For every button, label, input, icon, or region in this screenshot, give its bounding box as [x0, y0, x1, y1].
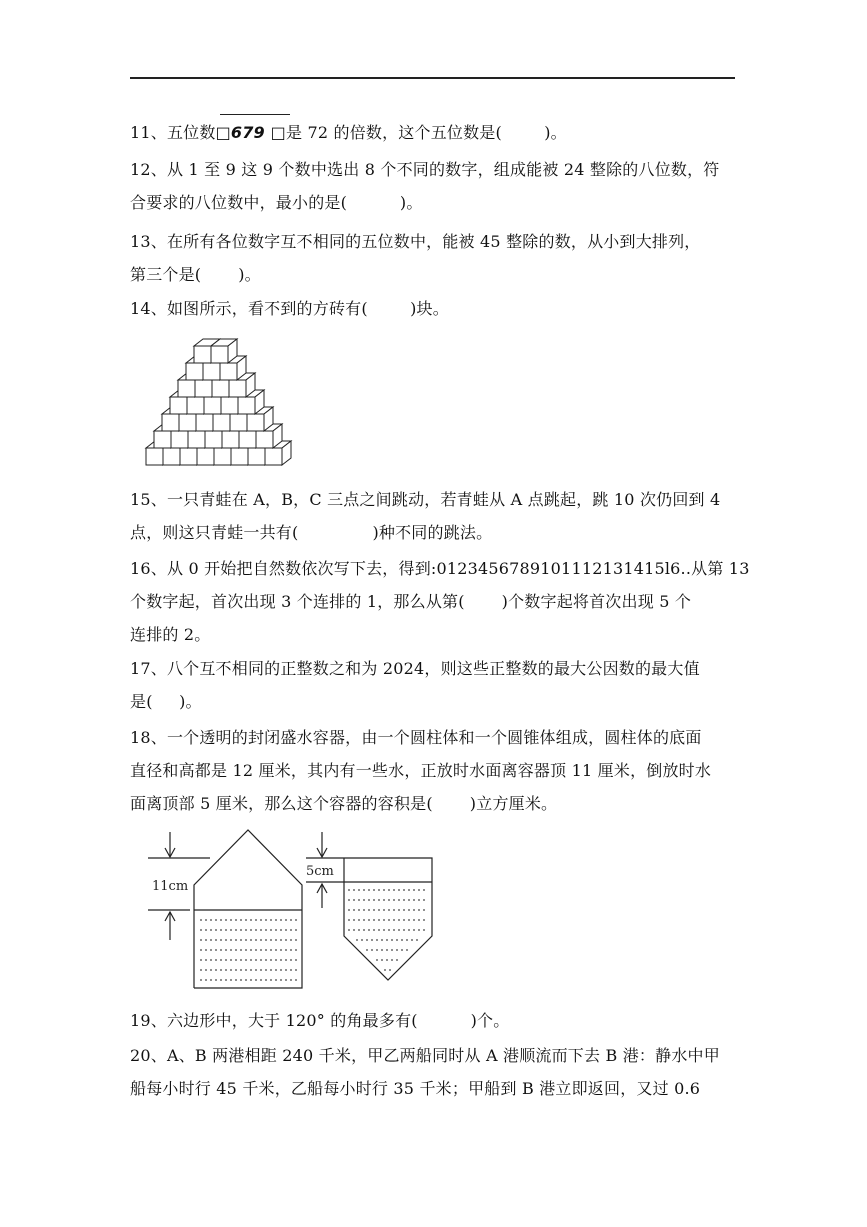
question-17-line-2: 是( )。: [130, 692, 202, 711]
question-15-line-2: 点，则这只青蛙一共有( )种不同的跳法。: [130, 523, 493, 542]
overline-mark: [220, 114, 290, 115]
question-20-line-2: 船每小时行 45 千米，乙船每小时行 35 千米；甲船到 B 港立即返回，又过 0.6: [130, 1079, 701, 1098]
question-16-line-1: 16、从 0 开始把自然数依次写下去，得到:0123456789101112131415l6..从第 13: [130, 559, 750, 578]
question-20-line-1: 20、A、B 两港相距 240 千米，甲乙两船同时从 A 港顺流而下去 B 港：静水中甲: [130, 1046, 720, 1065]
question-12-line-1: 12、从 1 至 9 这 9 个数中选出 8 个不同的数字，组成能被 24 整除的八位数，符: [130, 160, 720, 179]
question-11: 11、五位数□679 □是 72 的倍数，这个五位数是( )。: [130, 123, 567, 142]
brick-pyramid-figure: [142, 325, 312, 470]
question-14: 14、如图所示，看不到的方砖有( )块。: [130, 299, 449, 318]
question-18-line-1: 18、一个透明的封闭盛水容器，由一个圆柱体和一个圆锥体组成，圆柱体的底面: [130, 728, 702, 747]
question-12-line-2: 合要求的八位数中，最小的是( )。: [130, 193, 423, 212]
question-19: 19、六边形中，大于 120° 的角最多有( )个。: [130, 1011, 510, 1030]
question-18-line-3: 面离顶部 5 厘米，那么这个容器的容积是( )立方厘米。: [130, 794, 558, 813]
label-11cm: 11cm: [152, 879, 189, 894]
question-16-line-3: 连排的 2。: [130, 625, 211, 644]
container-figure-upright: [140, 828, 310, 998]
question-13-line-2: 第三个是( )。: [130, 265, 261, 284]
question-15-line-1: 15、一只青蛙在 A，B，C 三点之间跳动，若青蛙从 A 点跳起，跳 10 次仍回到 4: [130, 490, 721, 509]
question-13-line-1: 13、在所有各位数字互不相同的五位数中，能被 45 整除的数，从小到大排列，: [130, 232, 701, 251]
label-5cm: 5cm: [306, 864, 334, 879]
container-figure-inverted: [300, 828, 450, 998]
question-16-line-2: 个数字起，首次出现 3 个连排的 1，那么从第( )个数字起将首次出现 5 个: [130, 592, 692, 611]
brick: [211, 339, 237, 363]
question-18-line-2: 直径和高都是 12 厘米，其内有一些水，正放时水面离容器顶 11 厘米，倒放时水: [130, 761, 712, 780]
top-rule: [130, 77, 735, 79]
question-17-line-1: 17、八个互不相同的正整数之和为 2024，则这些正整数的最大公因数的最大值: [130, 659, 700, 678]
